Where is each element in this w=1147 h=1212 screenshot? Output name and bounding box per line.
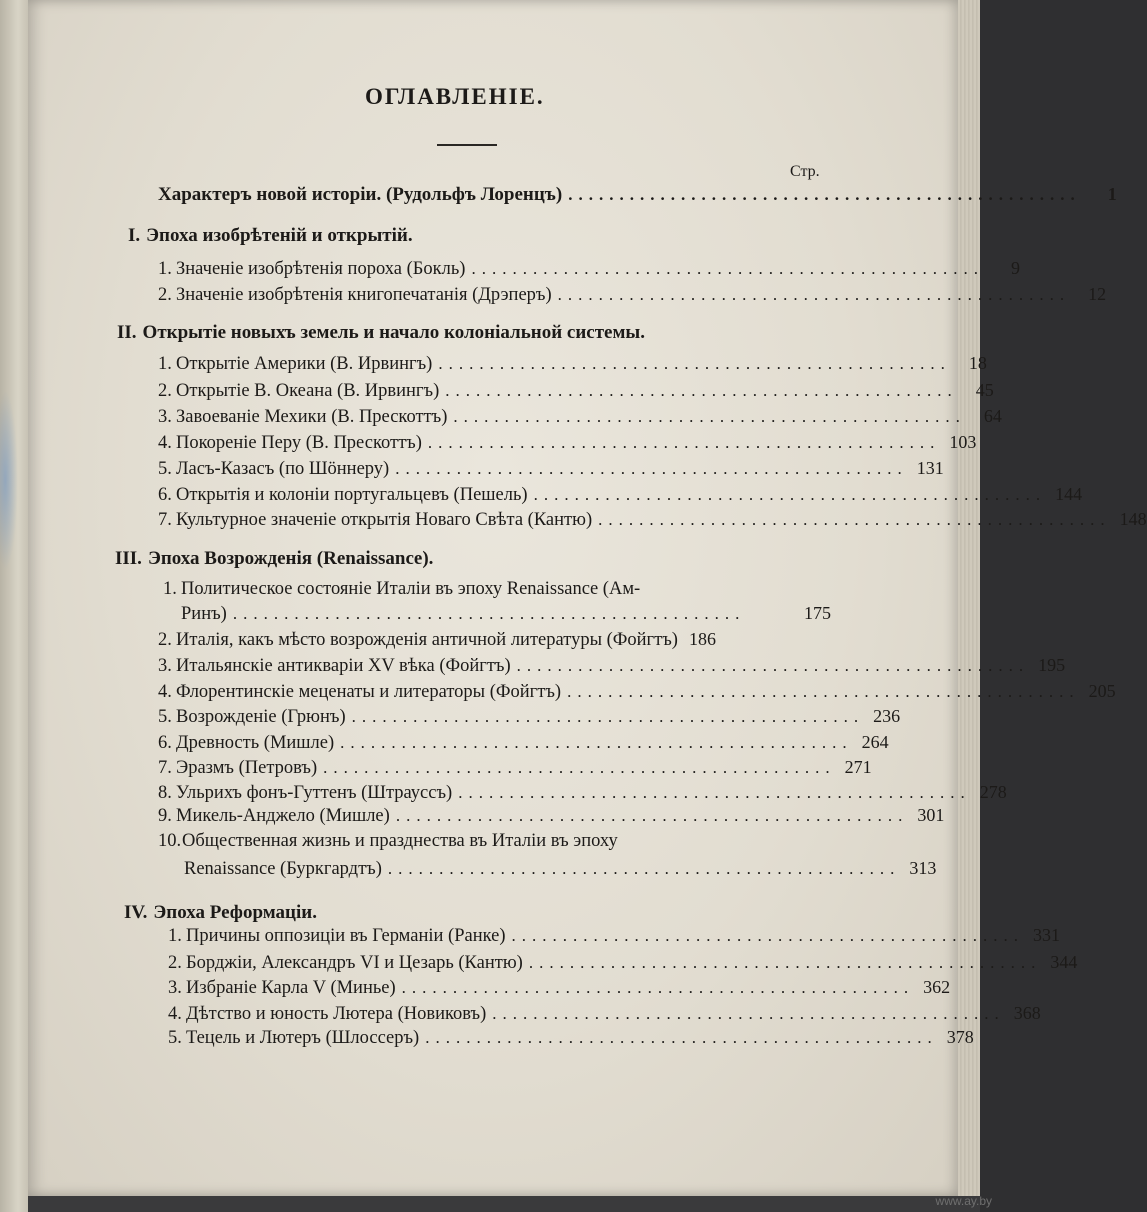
leader-dots: .................................................. bbox=[395, 459, 908, 478]
entry-number: 7. bbox=[158, 510, 172, 530]
section-numeral: IV. bbox=[124, 902, 148, 923]
entry-text: Культурное значенiе открытiя Новаго Свѣта (Кантю) bbox=[176, 510, 593, 530]
entry-text: Борджiи, Александръ VI и Цезарь (Кантю) bbox=[186, 953, 523, 973]
entry-number: 7. bbox=[158, 758, 172, 778]
section-heading-3 bbox=[115, 548, 433, 570]
entry-number: 5. bbox=[158, 707, 172, 727]
toc-entry bbox=[158, 353, 987, 375]
entry-number: 2. bbox=[158, 630, 172, 650]
page-number: 195 bbox=[1038, 655, 1066, 675]
entry-number: 6. bbox=[158, 733, 172, 753]
leader-dots: .................................................. bbox=[516, 656, 1030, 675]
toc-entry bbox=[158, 831, 618, 852]
toc-entry bbox=[163, 579, 640, 600]
page-number: 9 bbox=[1010, 258, 1020, 278]
toc-entry bbox=[168, 1027, 974, 1049]
toc-entry bbox=[168, 1003, 1041, 1025]
page-number: 271 bbox=[844, 757, 872, 777]
leader-dots: .................................................. bbox=[568, 185, 1081, 204]
leader-dots: .................................................. bbox=[351, 707, 865, 726]
section-title: Эпоха Возрожденiя (Renaissance). bbox=[147, 548, 434, 569]
entry-text-continued: Renaissance (Буркгардтъ) bbox=[184, 859, 382, 879]
entry-number: 2. bbox=[158, 285, 172, 305]
toc-entry-continued bbox=[181, 603, 831, 625]
leader-dots: .................................................. bbox=[458, 783, 971, 802]
entry-number: 9. bbox=[158, 806, 172, 826]
leader-dots: .................................................. bbox=[453, 407, 966, 426]
section-title: Эпоха изобрѣтенiй и открытiй. bbox=[146, 225, 413, 246]
entry-text: Причины оппозицiи въ Германiи (Ранке) bbox=[186, 926, 506, 946]
entry-number: 6. bbox=[158, 485, 172, 505]
entry-text: Ласъ-Казасъ (по Шöннеру) bbox=[176, 459, 390, 479]
toc-entry bbox=[158, 458, 944, 480]
page-number: 103 bbox=[949, 432, 977, 452]
page-number: 278 bbox=[979, 782, 1007, 802]
leader-dots: .................................................. bbox=[395, 806, 909, 825]
entry-text: Политическое состоянiе Италiи въ эпоху Renaissance (Ам- bbox=[181, 579, 641, 599]
entry-number: 10. bbox=[158, 831, 182, 851]
entry-text-continued: Ринъ) bbox=[181, 604, 227, 624]
entry-text: Значенiе изобрѣтенiя пороха (Бокль) bbox=[176, 259, 466, 279]
page-number: 64 bbox=[983, 406, 1002, 426]
toc-entry bbox=[158, 629, 828, 651]
entry-text: Микель-Анджело (Мишле) bbox=[176, 806, 390, 826]
toc-entry bbox=[158, 380, 994, 402]
toc-entry bbox=[158, 782, 1007, 804]
page-number: 236 bbox=[873, 706, 901, 726]
entry-text: Избранiе Карла V (Минье) bbox=[186, 978, 396, 998]
toc-entry-continued bbox=[184, 858, 937, 880]
section-numeral: II. bbox=[117, 322, 137, 343]
entry-number: 1. bbox=[163, 579, 177, 599]
section-title: Открытiе новыхъ земель и начало колонiальной системы. bbox=[142, 322, 646, 343]
entry-text: Открытiе В. Океана (В. Ирвингъ) bbox=[176, 381, 440, 401]
entry-text: Италiя, какъ мѣсто возрожденiя античной литературы (Фойгтъ) bbox=[176, 630, 678, 650]
intro-entry bbox=[158, 184, 1117, 206]
toc-entry bbox=[158, 805, 945, 827]
toc-entry bbox=[158, 706, 901, 728]
leader-dots: .................................................. bbox=[427, 433, 941, 452]
entry-number: 2. bbox=[168, 953, 182, 973]
page-number: 18 bbox=[968, 353, 987, 373]
toc-entry bbox=[158, 484, 1083, 506]
toc-entry bbox=[158, 406, 1002, 428]
entry-number: 1. bbox=[158, 259, 172, 279]
entry-text: Завоеванiе Мехики (В. Прескоттъ) bbox=[176, 407, 448, 427]
toc-entry bbox=[158, 732, 889, 754]
page-number: 12 bbox=[1088, 284, 1107, 304]
entry-number: 4. bbox=[158, 433, 172, 453]
title-rule bbox=[437, 144, 497, 146]
section-numeral: I. bbox=[128, 225, 141, 246]
section-heading-2 bbox=[117, 322, 645, 344]
entry-number: 1. bbox=[168, 926, 182, 946]
leader-dots: .................................................. bbox=[445, 381, 958, 400]
page-column-label: Стр. bbox=[790, 163, 820, 180]
entry-number: 2. bbox=[158, 381, 172, 401]
leader-dots: .................................................. bbox=[471, 259, 984, 278]
leader-dots: .................................................. bbox=[511, 926, 1024, 945]
page-number: 1 bbox=[1107, 184, 1117, 204]
page-number: 313 bbox=[909, 858, 937, 878]
entry-text: Ульрихъ фонъ-Гуттенъ (Штрауссъ) bbox=[176, 783, 453, 803]
entry-number: 5. bbox=[158, 459, 172, 479]
ink-stain bbox=[0, 390, 18, 570]
section-title: Эпоха Реформацiи. bbox=[153, 902, 317, 923]
toc-entry bbox=[158, 258, 1020, 280]
entry-number: 3. bbox=[168, 978, 182, 998]
entry-number: 5. bbox=[168, 1028, 182, 1048]
entry-number: 4. bbox=[168, 1004, 182, 1024]
leader-dots: .................................................. bbox=[401, 978, 915, 997]
leader-dots: .................................................. bbox=[492, 1004, 1005, 1023]
page-number: 131 bbox=[916, 458, 944, 478]
entry-text: Покоренiе Перу (В. Прескоттъ) bbox=[176, 433, 422, 453]
toc-entry bbox=[168, 925, 1060, 947]
entry-number: 3. bbox=[158, 656, 172, 676]
entry-number: 8. bbox=[158, 783, 172, 803]
page-number: 186 bbox=[688, 629, 716, 649]
entry-number: 1. bbox=[158, 354, 172, 374]
entry-text: Общественная жизнь и празднества въ Италiи въ эпоху bbox=[182, 831, 618, 851]
page-number: 378 bbox=[946, 1027, 974, 1047]
page-number: 368 bbox=[1013, 1003, 1041, 1023]
entry-text: Дѣтство и юность Лютера (Новиковъ) bbox=[186, 1004, 487, 1024]
leader-dots: .................................................. bbox=[340, 733, 853, 752]
leader-dots: .................................................. bbox=[598, 510, 1111, 529]
entry-text: Флорентинскiе меценаты и литераторы (Фойгтъ) bbox=[176, 682, 562, 702]
page-number: 45 bbox=[975, 380, 994, 400]
toc-entry bbox=[158, 284, 1107, 306]
page-number: 205 bbox=[1088, 681, 1116, 701]
leader-dots: .................................................. bbox=[533, 485, 1047, 504]
entry-text: Итальянскiе антикварiи XV вѣка (Фойгтъ) bbox=[176, 656, 511, 676]
entry-text: Открытiя и колонiи португальцевъ (Пешель) bbox=[176, 485, 528, 505]
page-title: ОГЛАВЛЕНIЕ. bbox=[365, 84, 545, 109]
left-page-edge bbox=[0, 0, 30, 1212]
leader-dots: .................................................. bbox=[438, 354, 951, 373]
entry-number: 3. bbox=[158, 407, 172, 427]
page-number: 264 bbox=[861, 732, 889, 752]
leader-dots: .................................................. bbox=[323, 758, 836, 777]
leader-dots: .................................................. bbox=[528, 953, 1042, 972]
leader-dots: .................................................. bbox=[567, 682, 1080, 701]
entry-text: Значенiе изобрѣтенiя книгопечатанiя (Дрэперъ) bbox=[176, 285, 552, 305]
page-number: 344 bbox=[1050, 952, 1078, 972]
entry-text: Открытiе Америки (В. Ирвингъ) bbox=[176, 354, 433, 374]
entry-text: Эразмъ (Петровъ) bbox=[176, 758, 318, 778]
page-number: 148 bbox=[1119, 509, 1147, 529]
entry-text: Возрожденiе (Грюнъ) bbox=[176, 707, 346, 727]
leader-dots: .................................................. bbox=[232, 604, 746, 623]
toc-entry bbox=[158, 509, 1147, 531]
toc-entry bbox=[158, 757, 872, 779]
leader-dots: .................................................. bbox=[425, 1028, 938, 1047]
leader-dots: .................................................. bbox=[557, 285, 1071, 304]
page-number: 301 bbox=[917, 805, 945, 825]
entry-text: Тецель и Лютеръ (Шлоссеръ) bbox=[186, 1028, 420, 1048]
page-number: 362 bbox=[923, 977, 951, 997]
page-number: 331 bbox=[1033, 925, 1060, 945]
toc-entry bbox=[168, 977, 951, 999]
intro-text: Характеръ новой исторiи. (Рудольфъ Лоренцъ) bbox=[158, 184, 563, 205]
page-number: 144 bbox=[1055, 484, 1083, 504]
page-number: 175 bbox=[804, 603, 831, 623]
section-heading-1 bbox=[128, 225, 413, 247]
toc-entry bbox=[158, 655, 1066, 677]
entry-text: Древность (Мишле) bbox=[176, 733, 335, 753]
toc-entry bbox=[158, 681, 1116, 703]
entry-number: 4. bbox=[158, 682, 172, 702]
leader-dots: .................................................. bbox=[387, 859, 901, 878]
bottom-shadow bbox=[28, 1196, 980, 1212]
watermark: www.ay.by bbox=[935, 1194, 992, 1208]
toc-entry bbox=[168, 952, 1078, 974]
section-numeral: III. bbox=[115, 548, 142, 569]
section-heading-4 bbox=[124, 902, 317, 924]
toc-entry bbox=[158, 432, 977, 454]
